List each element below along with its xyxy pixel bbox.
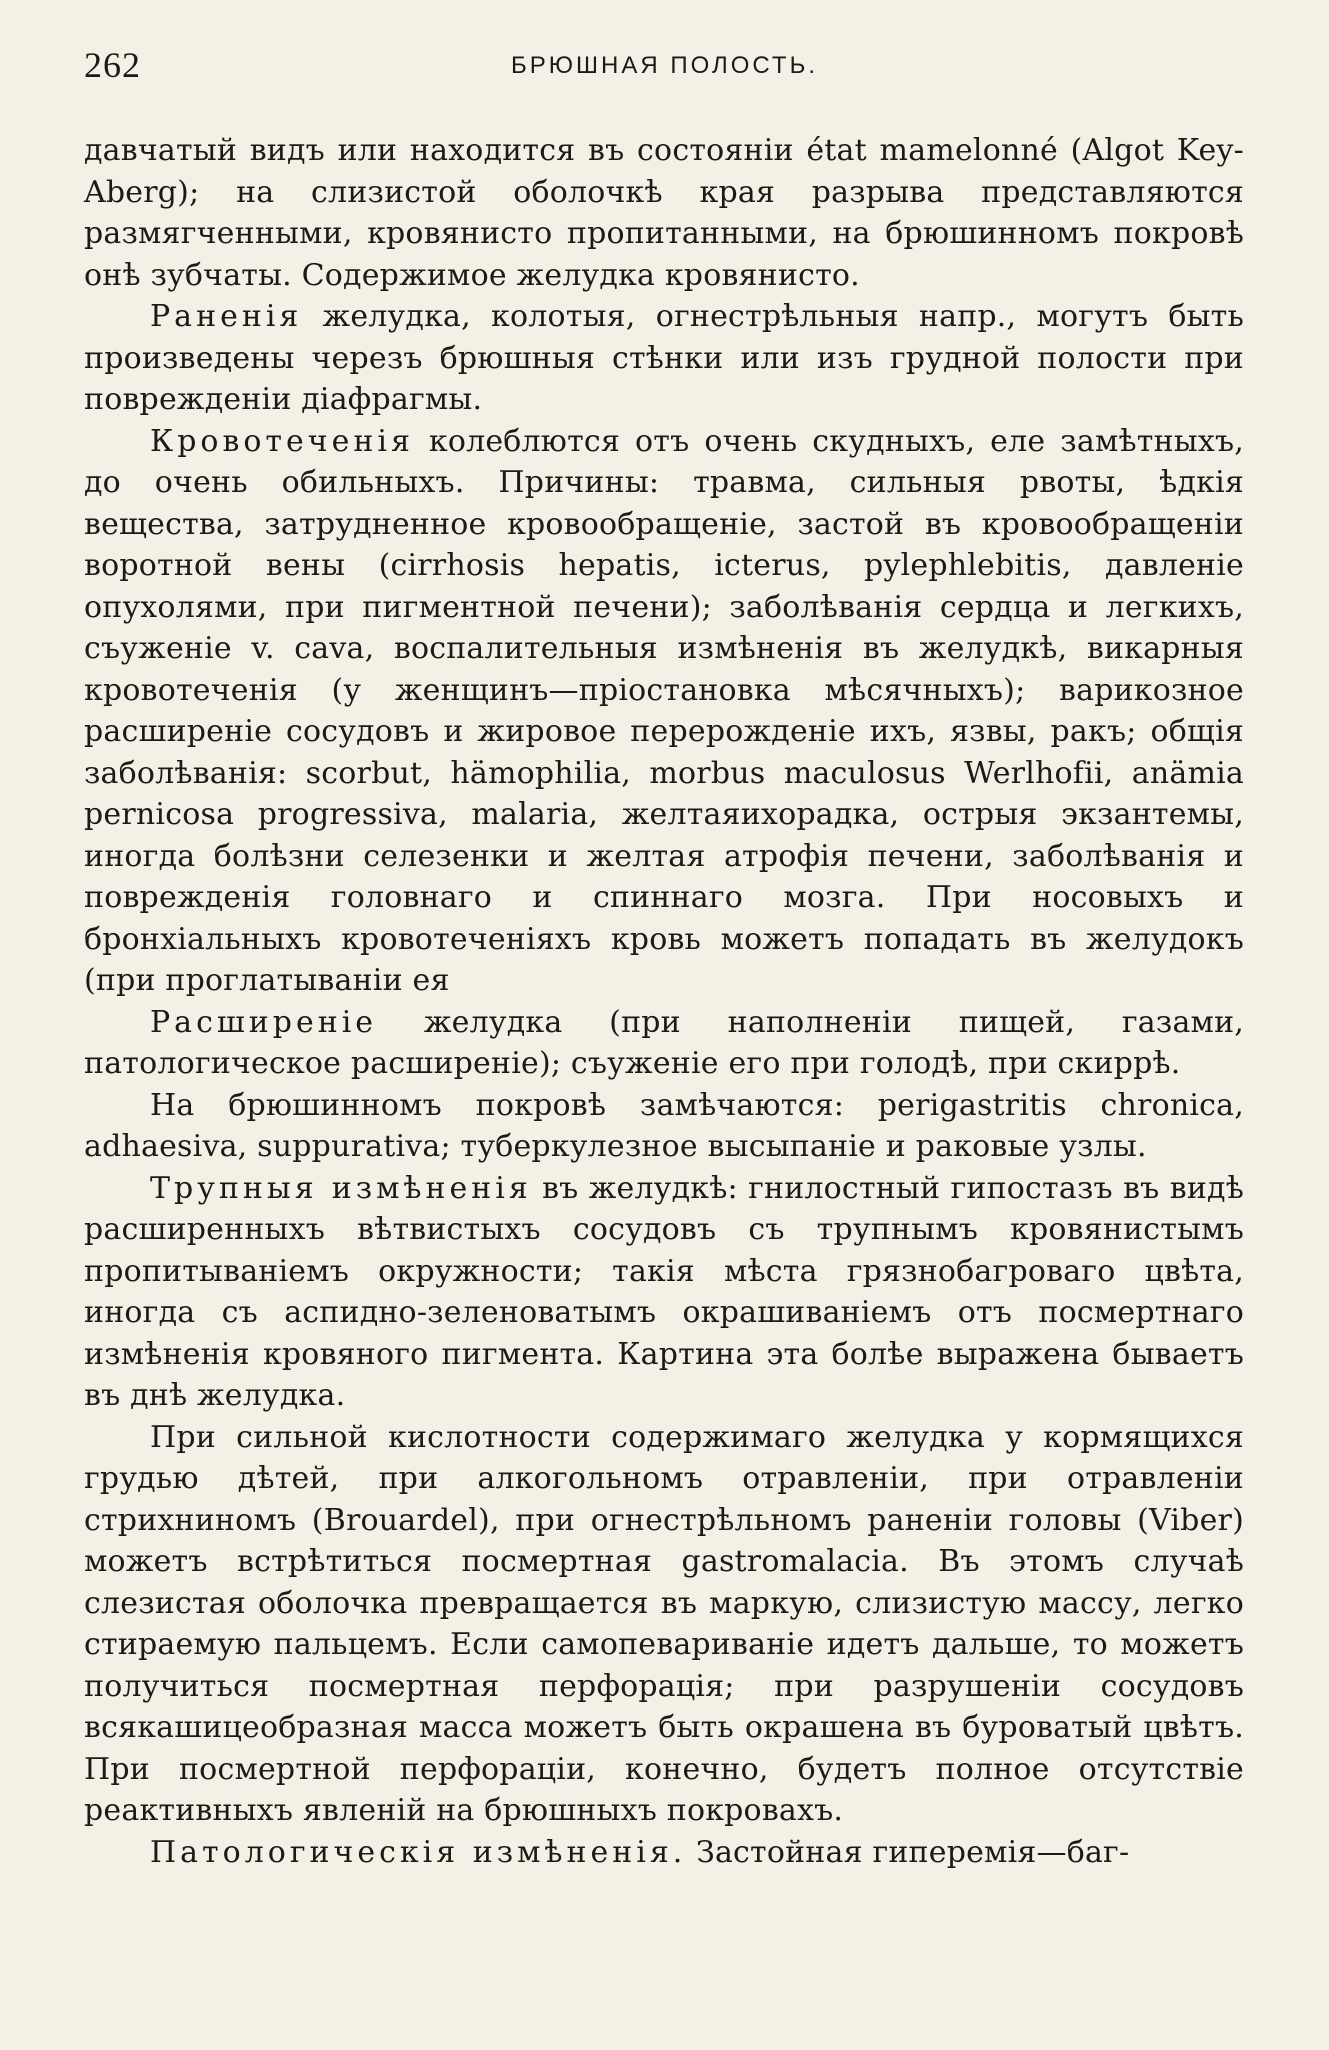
paragraph — [84, 1832, 1244, 1874]
running-title: БРЮШНАЯ ПОЛОСТЬ. — [510, 52, 819, 79]
paragraph-lead: Кровотеченія — [150, 423, 414, 459]
paragraph — [84, 421, 1244, 1002]
paragraph-lead: Расширеніе — [150, 1004, 378, 1040]
paragraph-lead: Патологическія измѣненія. — [150, 1834, 687, 1870]
paragraph — [84, 1168, 1244, 1417]
paragraph-lead: Раненія — [150, 299, 303, 334]
paragraph-text: колеблются отъ очень скудныхъ, еле замѣтныхъ, до очень обильныхъ. Причины: травма, сильныя рвоты, ѣдкія вещества, затрудненное кровообращеніе, застой въ кровообращеніи воротной вены (cirrhosis hepatis, icterus, pylephlebitis, давленіе опухолями, при пигментной печени); заболѣванія сердца и легкихъ, съуженіе v. cava, воспалительныя измѣненія въ желудкѣ, викарныя кровотеченія (у женщинъ—пріостановка мѣсячныхъ); варикозное расширеніе сосудовъ и жировое перерожденіе ихъ, язвы, ракъ; общія заболѣванія: scorbut, hämophilia, morbus maculosus Werlhofii, anämia pernicosa progressiva, malaria, желтаяихорадка, острыя экзантемы, иногда болѣзни селезенки и желтая атрофія печени, заболѣванія и поврежденія головнаго и спиннаго мозга. При носовыхъ и бронхіальныхъ кровотеченіяхъ кровь можетъ попадать въ желудокъ (при проглатываніи ея — [84, 423, 1244, 998]
body-text — [84, 130, 1244, 1873]
paragraph — [84, 1002, 1244, 1085]
paragraph-text: въ желудкѣ: гнилостный гипостазъ въ видѣ расширенныхъ вѣтвистыхъ сосудовъ съ трупнымъ кровянистымъ пропитываніемъ окружности; такія мѣста грязнобагроваго цвѣта, иногда съ аспидно-зеленоватымъ окрашиваніемъ отъ посмертнаго измѣненія кровяного пигмента. Картина эта болѣе выражена бываетъ въ днѣ желудка. — [84, 1170, 1244, 1413]
paragraph — [84, 1085, 1244, 1168]
paragraph — [84, 296, 1244, 421]
paragraph-text: При сильной кислотности содержимаго желудка у кормящихся грудью дѣтей, при алкогольномъ отравленіи, при отравленіи стрихниномъ (Brouardel), при огнестрѣльномъ раненіи головы (Viber) можетъ встрѣтиться посмертная gastromalacia. Въ этомъ случаѣ слезистая оболочка превращается въ маркую, слизистую массу, легко стираемую пальцемъ. Если самопевариваніе идетъ дальше, то можетъ получиться посмертная перфорація; при разрушеніи сосудовъ всякашицеобразная масса можетъ быть окрашена въ буроватый цвѣтъ. При посмертной перфораціи, конечно, будетъ полное отсутствіе реактивныхъ явленій на брюшныхъ покровахъ. — [84, 1419, 1244, 1828]
paragraph — [84, 130, 1244, 296]
paragraph — [84, 1417, 1244, 1832]
paragraph-text: давчатый видъ или находится въ состояніи état mamelonné (Algot Key-Aberg); на слизистой оболочкѣ края разрыва представляются размягченными, кровянисто пропитанными, на брюшинномъ покровѣ онѣ зубчаты. Содержимое желудка кровянисто. — [84, 133, 1244, 293]
page-number: 262 — [84, 45, 141, 85]
paragraph-text: желудка, колотыя, огнестрѣльныя напр., могутъ быть произведены черезъ брюшныя стѣнки или изъ грудной полости при поврежденіи діафрагмы. — [84, 299, 1244, 417]
paragraph-lead: Трупныя измѣненія — [150, 1170, 532, 1206]
paragraph-text: Застойная гиперемія—баг- — [686, 1834, 1130, 1870]
paragraph-text: желудка (при наполненіи пищей, газами, патологическое расширеніе); съуженіе его при голодѣ, при скиррѣ. — [84, 1004, 1244, 1081]
paragraph-text: На брюшинномъ покровѣ замѣчаются: perigastritis chronica, adhaesiva, suppurativa; туберкулезное высыпаніе и раковые узлы. — [84, 1087, 1244, 1164]
